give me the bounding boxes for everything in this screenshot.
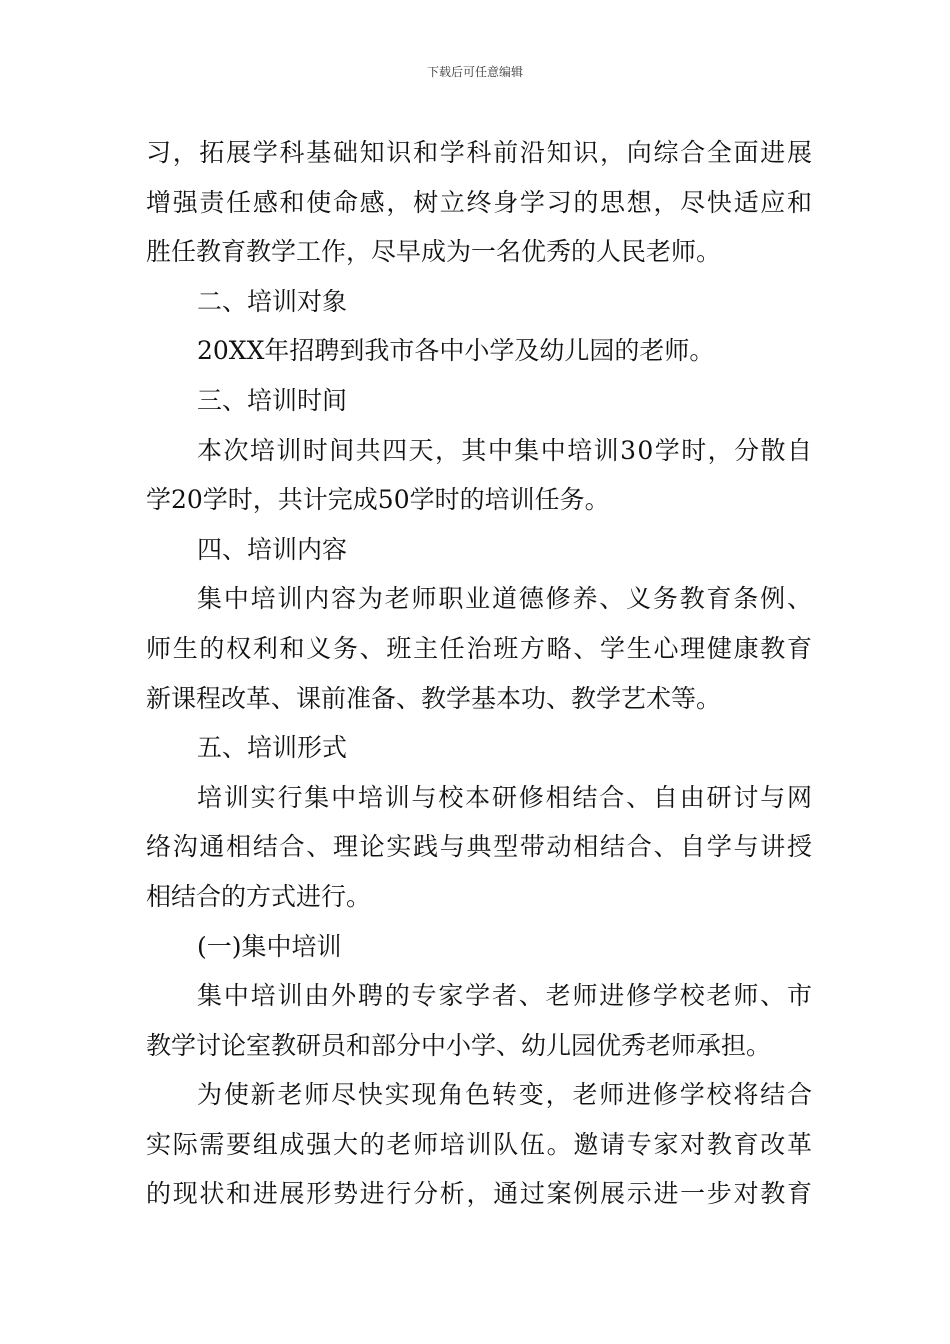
text-line: 相结合的方式进行。 (146, 881, 372, 911)
document-body (146, 128, 812, 1219)
text-line: 二、培训对象 (197, 286, 348, 316)
text-line: 师生的权利和义务、班主任治班方略、学生心理健康教育 (146, 633, 814, 663)
text-line: 新课程改革、课前准备、教学基本功、教学艺术等。 (146, 683, 722, 713)
text-line: 三、培训时间 (197, 385, 348, 415)
text-line: 培训实行集中培训与校本研修相结合、自由研讨与网 (197, 782, 814, 812)
text-line: 集中培训由外聘的专家学者、老师进修学校老师、市 (197, 981, 814, 1011)
text-line: (一)集中培训 (197, 931, 342, 961)
text-line: 习，拓展学科基础知识和学科前沿知识，向综合全面进展 (146, 138, 814, 167)
text-line: 为使新老师尽快实现角色转变，老师进修学校将结合 (197, 1080, 814, 1110)
text-line: 的现状和进展形势进行分析，通过案例展示进一步对教育 (146, 1179, 814, 1209)
text-line: 20XX年招聘到我市各中小学及幼儿园的老师。 (197, 336, 715, 366)
text-line: 四、培训内容 (197, 534, 348, 564)
text-line: 实际需要组成强大的老师培训队伍。邀请专家对教育改革 (146, 1129, 814, 1159)
page-header-note: 下载后可任意编辑 (426, 65, 523, 79)
text-line: 五、培训形式 (197, 733, 348, 763)
text-line: 教学讨论室教研员和部分中小学、幼儿园优秀老师承担。 (146, 1030, 772, 1060)
text-line: 增强责任感和使命感，树立终身学习的思想，尽快适应和 (146, 187, 814, 217)
text-line: 本次培训时间共四天，其中集中培训30学时，分散自 (197, 435, 814, 465)
text-line: 胜任教育教学工作，尽早成为一名优秀的人民老师。 (146, 237, 722, 267)
text-line: 集中培训内容为老师职业道德修养、义务教育条例、 (197, 584, 814, 614)
text-line: 学20学时，共计完成50学时的培训任务。 (146, 485, 610, 515)
text-line: 络沟通相结合、理论实践与典型带动相结合、自学与讲授 (146, 832, 814, 862)
